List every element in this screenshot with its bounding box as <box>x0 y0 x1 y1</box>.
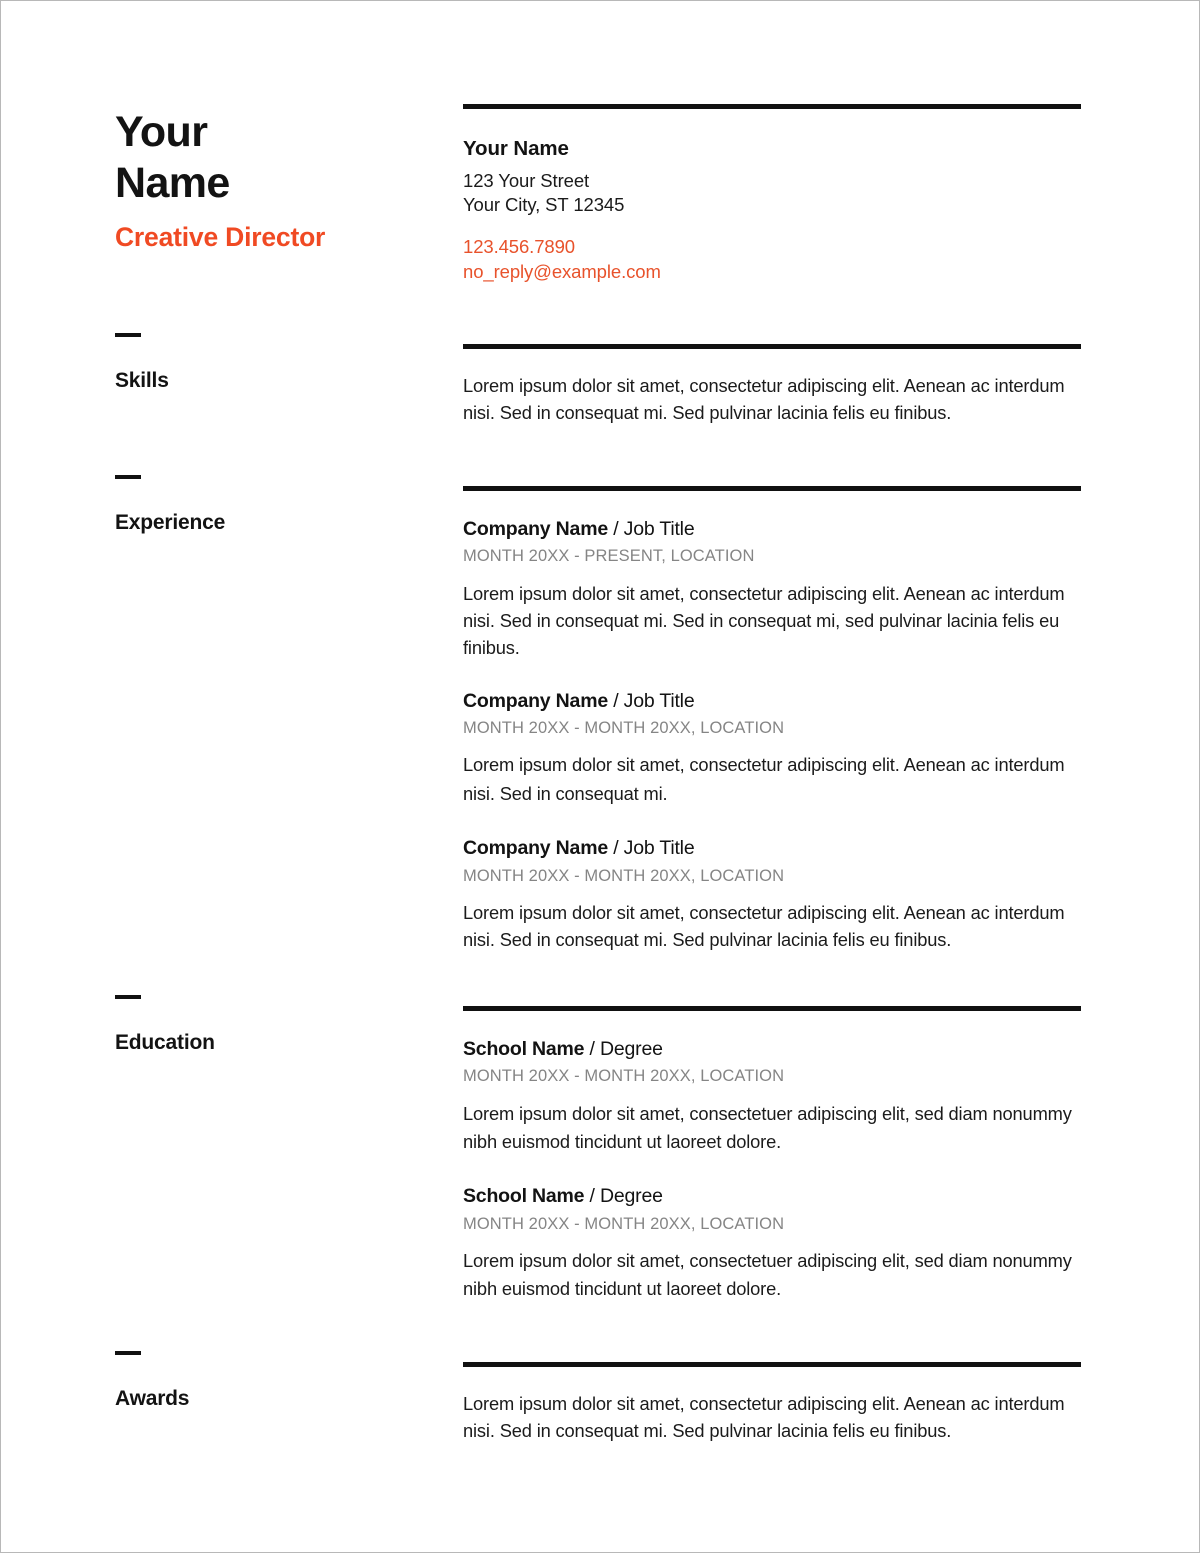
education-school: School Name <box>463 1185 585 1208</box>
education-label-block <box>115 995 445 1055</box>
experience-entry-description: Lorem ipsum dolor sit amet, consectetur adipiscing elit. Aenean ac interdum nisi. Sed in consequat mi. Sed pulvinar lacinia felis eu finibus. <box>463 901 1065 950</box>
experience-job-title: Job Title <box>623 689 695 712</box>
skills-label-block <box>115 333 445 393</box>
section-dash-icon <box>115 1351 141 1355</box>
title-separator: / <box>584 1185 600 1208</box>
header-rule <box>463 104 1081 109</box>
section-title-education: Education <box>115 1031 215 1054</box>
header-contact-block <box>463 104 1081 285</box>
experience-entry-meta: MONTH 20XX - MONTH 20XX, LOCATION <box>463 719 785 738</box>
education-entry-meta: MONTH 20XX - MONTH 20XX, LOCATION <box>463 1067 785 1086</box>
experience-entry <box>463 836 1081 953</box>
resume-role-title: Creative Director <box>115 221 326 252</box>
experience-label-block <box>115 475 445 535</box>
resume-name-line-2: Name <box>115 158 230 207</box>
resume-name-line-1: Your <box>115 108 208 156</box>
skills-rule <box>463 344 1081 349</box>
education-entry <box>463 1184 1081 1303</box>
awards-label-block <box>115 1351 445 1411</box>
experience-entry-title <box>463 836 1081 861</box>
title-separator: / <box>607 837 624 860</box>
skills-body-text: Lorem ipsum dolor sit amet, consectetur adipiscing elit. Aenean ac interdum nisi. Sed in consequat mi. Sed pulvinar lacinia felis eu finibus. <box>463 375 1065 424</box>
experience-entry <box>463 517 1081 661</box>
section-title-experience: Experience <box>115 511 226 534</box>
experience-company: Company Name <box>463 689 608 712</box>
experience-company: Company Name <box>463 837 608 860</box>
title-separator: / <box>607 689 624 712</box>
education-rule <box>463 1006 1081 1011</box>
contact-name: Your Name <box>463 137 569 160</box>
experience-entry-description: Lorem ipsum dolor sit amet, consectetur adipiscing elit. Aenean ac interdum nisi. Sed in consequat mi. Sed in consequat mi, sed pulvinar lacinia felis eu finibus. <box>463 582 1065 658</box>
contact-street: 123 Your Street <box>463 169 590 191</box>
awards-body-text: Lorem ipsum dolor sit amet, consectetur adipiscing elit. Aenean ac interdum nisi. Sed in consequat mi. Sed pulvinar lacinia felis eu finibus. <box>463 1393 1065 1442</box>
awards-content-block <box>463 1362 1081 1444</box>
experience-entry-meta: MONTH 20XX - PRESENT, LOCATION <box>463 547 755 566</box>
experience-entry <box>463 689 1081 808</box>
experience-entry-description: Lorem ipsum dolor sit amet, consectetur adipiscing elit. Aenean ac interdum nisi. Sed in consequat mi. <box>463 754 1065 804</box>
skills-content-block <box>463 344 1081 426</box>
education-degree: Degree <box>600 1185 663 1208</box>
section-title-skills: Skills <box>115 369 169 392</box>
section-title-awards: Awards <box>115 1387 190 1410</box>
experience-company: Company Name <box>463 518 608 540</box>
experience-entry-meta: MONTH 20XX - MONTH 20XX, LOCATION <box>463 866 785 885</box>
header-identity-block <box>115 104 445 254</box>
education-entry <box>463 1037 1081 1156</box>
experience-rule <box>463 486 1081 491</box>
experience-job-title: Job Title <box>623 837 695 860</box>
title-separator: / <box>607 518 624 540</box>
title-separator: / <box>584 1038 600 1060</box>
education-content-block <box>463 1006 1081 1304</box>
education-entry-title <box>463 1037 1081 1062</box>
education-entry-description: Lorem ipsum dolor sit amet, consectetuer adipiscing elit, sed diam nonummy nibh euismod tincidunt ut laoreet dolore. <box>463 1249 1072 1300</box>
section-dash-icon <box>115 333 141 337</box>
section-dash-icon <box>115 995 141 999</box>
education-entry-description: Lorem ipsum dolor sit amet, consectetuer adipiscing elit, sed diam nonummy nibh euismod tincidunt ut laoreet dolore. <box>463 1102 1072 1152</box>
education-degree: Degree <box>600 1038 663 1060</box>
contact-email[interactable]: no_reply@example.com <box>463 261 661 283</box>
education-school: School Name <box>463 1038 585 1060</box>
education-entry-title <box>463 1184 1081 1209</box>
experience-entry-title <box>463 689 1081 714</box>
section-dash-icon <box>115 475 141 479</box>
contact-phone[interactable]: 123.456.7890 <box>463 236 575 258</box>
experience-job-title: Job Title <box>623 518 695 540</box>
contact-city-state-zip: Your City, ST 12345 <box>463 194 625 216</box>
experience-entry-title <box>463 517 1081 542</box>
experience-content-block <box>463 486 1081 953</box>
education-entry-meta: MONTH 20XX - MONTH 20XX, LOCATION <box>463 1214 785 1233</box>
awards-rule <box>463 1362 1081 1367</box>
